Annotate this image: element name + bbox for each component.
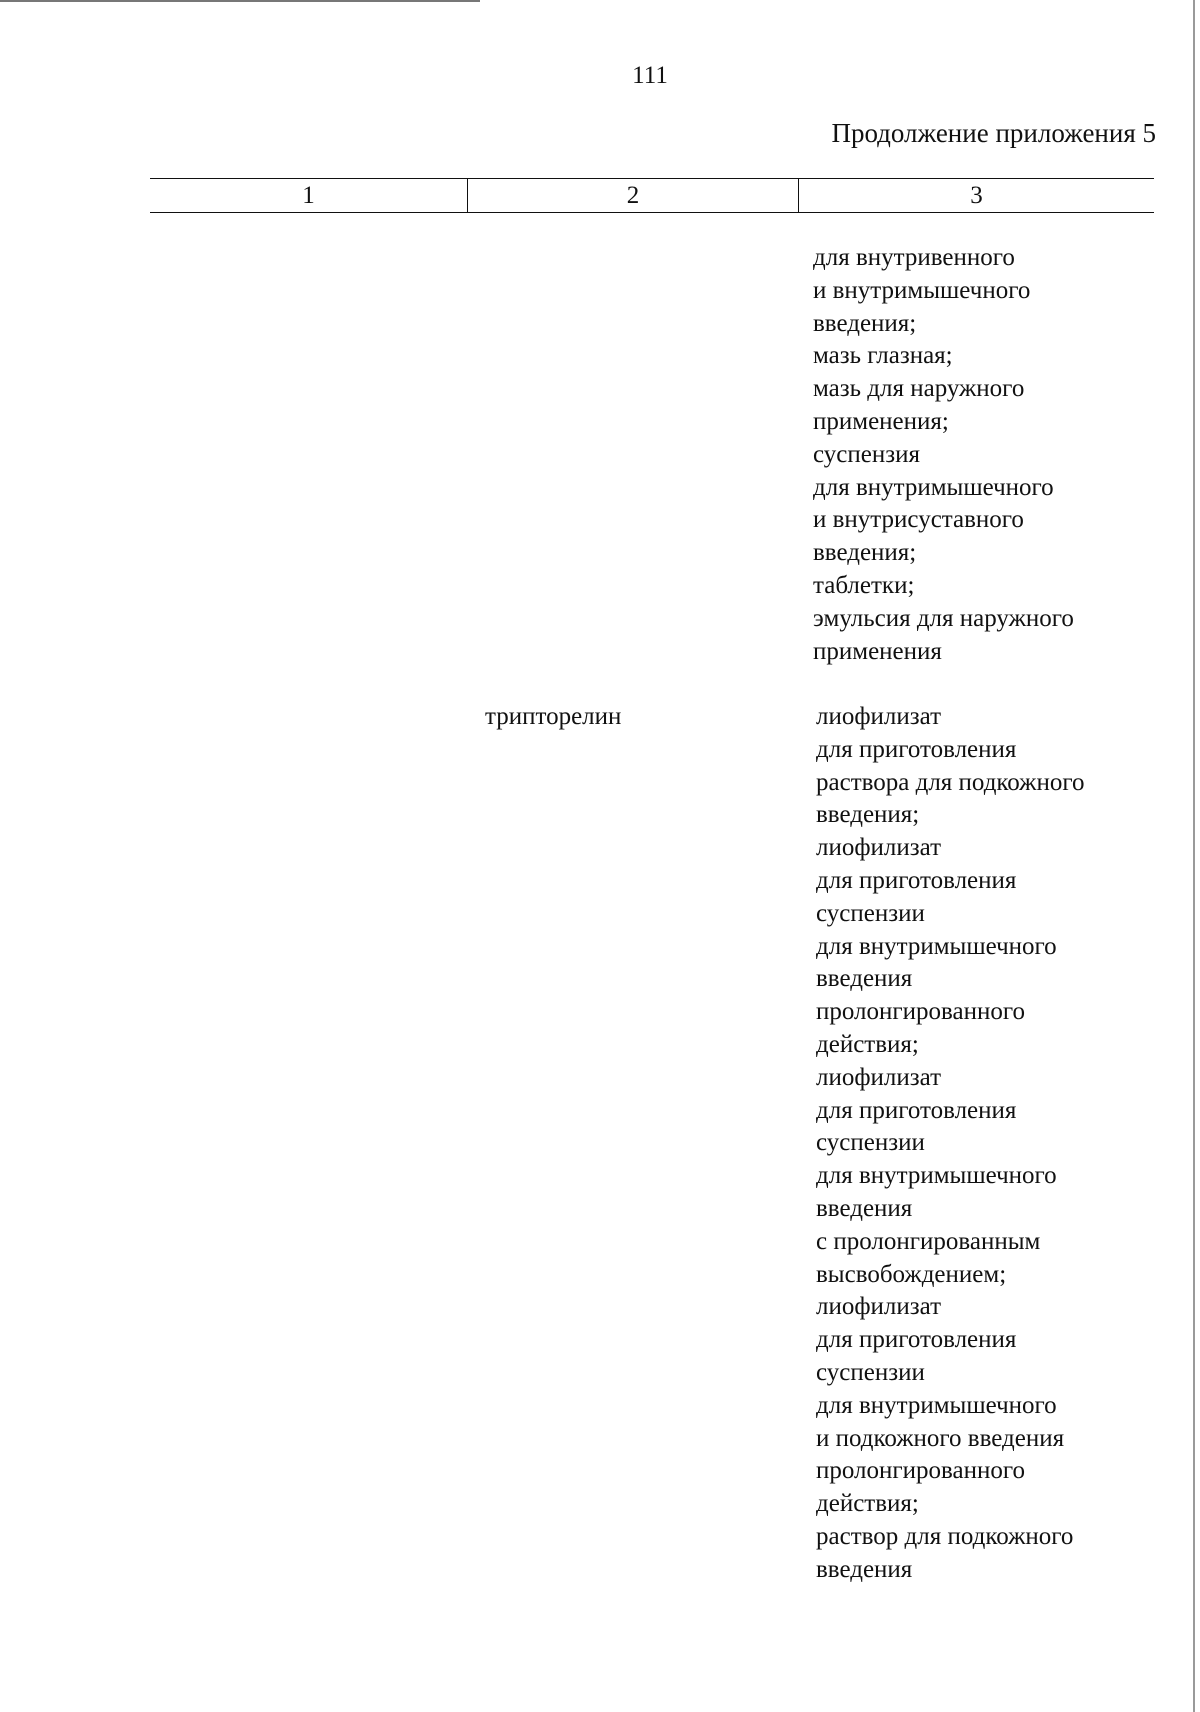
scan-edge-top (0, 0, 480, 2)
dosage-form-line: для внутримышечного (816, 1162, 1057, 1190)
scan-edge-right (1193, 0, 1195, 1712)
dosage-form-line: эмульсия для наружного (813, 604, 1074, 632)
dosage-form-line: для приготовления (816, 1096, 1017, 1124)
row-1-dosage-forms (813, 242, 1074, 668)
dosage-form-line: мазь глазная; (813, 342, 953, 370)
dosage-form-line: и внутримышечного (813, 276, 1031, 304)
dosage-form-line: действия; (816, 1490, 919, 1518)
dosage-form-line: введения; (813, 309, 917, 337)
dosage-form-line: применения; (813, 407, 949, 435)
dosage-form-line: пролонгированного (816, 998, 1025, 1026)
dosage-form-line: высвобождением; (816, 1260, 1007, 1288)
dosage-form-line: таблетки; (813, 571, 915, 599)
dosage-form-line: пролонгированного (816, 1457, 1025, 1485)
dosage-form-line: введения (816, 1555, 913, 1583)
table-header (150, 178, 1154, 213)
column-header-1: 1 (150, 179, 468, 212)
dosage-form-line: введения (816, 965, 913, 993)
dosage-form-line: лиофилизат (816, 834, 942, 862)
dosage-form-line: для внутримышечного (813, 473, 1054, 501)
dosage-form-line: лиофилизат (816, 703, 942, 730)
row-2-drug-name: трипторелин (485, 703, 622, 730)
dosage-form-line: введения (816, 1194, 913, 1222)
dosage-form-line: и внутрисуставного (813, 506, 1024, 534)
dosage-form-line: для приготовления (816, 866, 1017, 894)
dosage-form-line: для приготовления (816, 1326, 1017, 1354)
dosage-form-line: раствора для подкожного (816, 768, 1085, 796)
dosage-form-line: введения; (813, 539, 917, 567)
dosage-form-line: действия; (816, 1030, 919, 1058)
dosage-form-line: и подкожного введения (816, 1424, 1065, 1452)
dosage-form-line: раствор для подкожного (816, 1522, 1074, 1550)
row-2-dosage-forms (816, 701, 1084, 1587)
continuation-heading: Продолжение приложения 5 (831, 118, 1156, 148)
dosage-form-line: применения (813, 637, 942, 665)
column-header-2: 2 (468, 179, 799, 212)
dosage-form-line: с пролонгированным (816, 1227, 1041, 1255)
dosage-form-line: лиофилизат (816, 1063, 942, 1091)
dosage-form-line: введения; (816, 801, 920, 829)
dosage-form-line: суспензии (816, 899, 925, 927)
dosage-form-line: мазь для наружного (813, 375, 1025, 403)
page-number: 111 (632, 62, 668, 89)
dosage-form-line: суспензии (816, 1358, 925, 1386)
dosage-form-line: для внутримышечного (816, 932, 1057, 960)
dosage-form-line: суспензии (816, 1129, 925, 1157)
dosage-form-line: лиофилизат (816, 1293, 942, 1321)
dosage-form-line: для внутримышечного (816, 1391, 1057, 1419)
dosage-form-line: для внутривенного (813, 244, 1015, 271)
column-header-3: 3 (970, 181, 983, 209)
dosage-form-line: для приготовления (816, 735, 1017, 763)
dosage-form-line: суспензия (813, 440, 920, 468)
